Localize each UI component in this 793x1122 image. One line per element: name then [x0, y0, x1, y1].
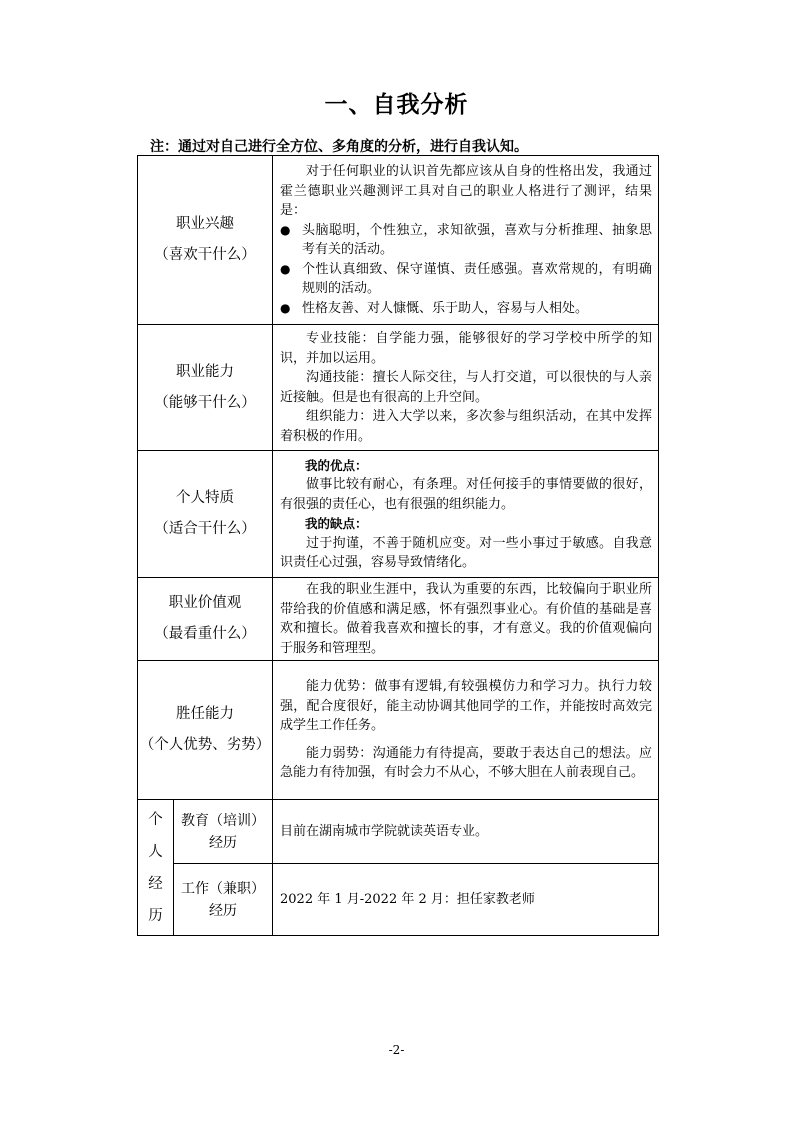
ability-label-cell: [138, 325, 273, 451]
ability-sub: （能够干什么）: [154, 394, 256, 411]
bullet-icon: ●: [280, 300, 291, 315]
ability-label: 职业能力: [176, 363, 234, 380]
traits-content: [273, 451, 659, 578]
values-content: [273, 578, 659, 661]
interest-intro: 对于任何职业的认识首先都应该从自身的性格出发，我通过霍兰德职业兴趣测评工具对自己的职业人格进行了测评，结果是：: [280, 164, 652, 218]
row-education: [138, 800, 659, 864]
ability-para: 组织能力：进入大学以来，多次参与组织活动，在其中发挥着积极的作用。: [280, 409, 652, 444]
competence-label-cell: [138, 661, 273, 800]
values-label-cell: [138, 578, 273, 661]
weakness-text: 过于拘谨，不善于随机应变。对一些小事过于敏感。自我意识责任心过强，容易导致情绪化。: [280, 535, 652, 570]
row-values: [138, 578, 659, 661]
row-interest: [138, 156, 659, 325]
competence-content: [273, 661, 659, 800]
strength-heading: 我的优点：: [305, 457, 368, 473]
work-text: 2022 年 1 月-2022 年 2 月：担任家教老师: [273, 864, 659, 936]
row-traits: [138, 451, 659, 578]
interest-bullet: ● 个性认真细致、保守谨慎、责任感强。喜欢常规的，有明确规则的活动。: [280, 261, 652, 296]
traits-label-cell: [138, 451, 273, 578]
bullet-icon: ●: [280, 261, 291, 276]
interest-sub: （喜欢干什么）: [154, 247, 256, 263]
bullet-icon: ●: [280, 222, 291, 237]
education-text: 目前在湖南城市学院就读英语专业。: [273, 800, 659, 864]
experience-label-cell: [138, 800, 174, 936]
interest-label: 职业兴趣: [176, 216, 234, 232]
experience-char: 经: [148, 875, 163, 892]
experience-char: 人: [148, 843, 163, 860]
strength-text: 做事比较有耐心，有条理。对任何接手的事情要做的很好， 有很强的责任心，也有很强的组织能力。: [280, 477, 652, 512]
experience-char: 历: [148, 907, 163, 924]
row-competence: [138, 661, 659, 800]
competence-label: 胜任能力: [176, 706, 234, 722]
interest-bullet: ● 性格友善、对人慷慨、乐于助人，容易与人相处。: [280, 299, 652, 319]
self-analysis-table: [137, 155, 659, 936]
competence-sub: （个人优势、劣势）: [139, 737, 271, 753]
disadvantage-text: 能力弱势：沟通能力有待提高，要敢于表达自己的想法。应急能力有待加强，有时会力不从心，不够大胆在人前表现自己。: [280, 745, 652, 781]
ability-para: 沟通技能：擅长人际交往，与人打交道，可以很快的与人亲近接触。但是也有很高的上升空间。: [280, 370, 652, 405]
interest-bullet: ● 头脑聪明，个性独立，求知欲强，喜欢与分析推理、抽象思考有关的活动。: [280, 222, 652, 257]
note-text: 注：通过对自己进行全方位、多角度的分析，进行自我认知。: [150, 139, 528, 155]
weakness-heading: 我的缺点：: [305, 516, 368, 531]
work-label: 工作（兼职）: [181, 880, 265, 897]
ability-para: 专业技能：自学能力强，能够很好的学习学校中所学的知识，并加以运用。: [280, 331, 652, 366]
traits-sub: （适合干什么）: [154, 521, 256, 537]
values-sub: （最看重什么）: [154, 626, 256, 642]
page-number: -2-: [388, 1043, 405, 1057]
interest-content: [273, 156, 659, 325]
row-work: [138, 864, 659, 936]
page-title: 一、自我分析: [324, 92, 469, 118]
work-label-cell: [174, 864, 273, 936]
ability-content: [273, 325, 659, 451]
experience-char: 个: [148, 811, 163, 828]
work-label-2: 经历: [209, 902, 237, 919]
advantage-text: 能力优势：做事有逻辑,有较强模仿力和学习力。执行力较强，配合度很好，能主动协调其他同学的工作，并能按时高效完成学生工作任务。: [280, 679, 652, 734]
education-label-cell: [174, 800, 273, 864]
values-label: 职业价值观: [168, 595, 242, 611]
education-label: 教育（培训）: [181, 812, 265, 829]
interest-label-cell: [138, 156, 273, 325]
education-label-2: 经历: [209, 834, 237, 851]
row-ability: [138, 325, 659, 451]
values-text: 在我的职业生涯中，我认为重要的东西，比较偏向于职业所带给我的价值感和满足感，怀有强烈事业心。有价值的基础是喜欢和擅长。做着我喜欢和擅长的事，才有意义。我的价值观偏向于服务和管理型。: [280, 582, 652, 656]
traits-label: 个人特质: [176, 490, 234, 506]
